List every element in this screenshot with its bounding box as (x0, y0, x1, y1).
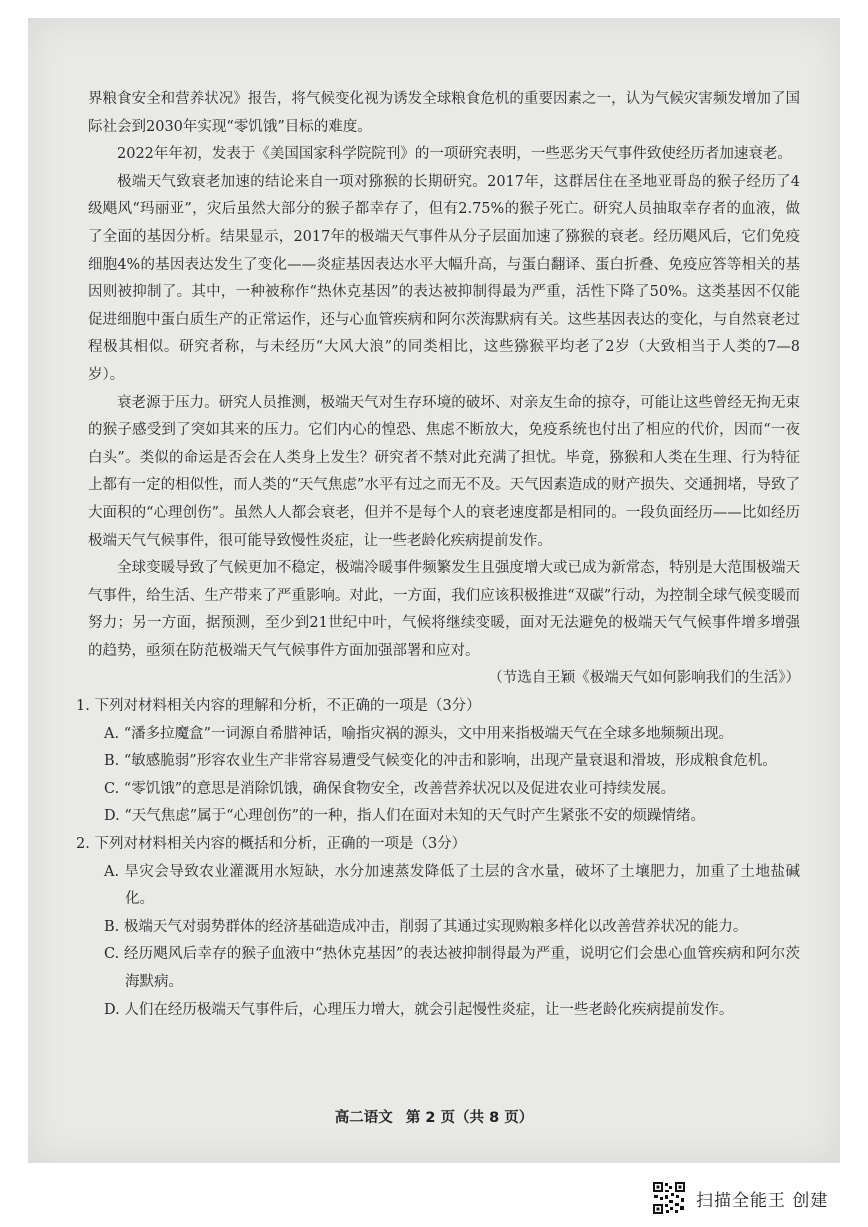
question-2-option-c: C. 经历飓风后幸存的猴子血液中“热休克基因”的表达被抑制得最为严重，说明它们会患心血管疾病和阿尔茨海默病。 (104, 946, 800, 990)
question-1 (76, 693, 800, 831)
question-1-option-b: B. “敏感脆弱”形容农业生产非常容易遭受气候变化的冲击和影响，出现产量衰退和滑坡，形成粮食危机。 (104, 753, 777, 770)
question-1-option-d: D. “天气焦虑”属于“心理创伤”的一种，指人们在面对未知的天气时产生紧张不安的烦躁情绪。 (104, 808, 705, 825)
page-content (76, 86, 800, 1024)
question-2-option-d: D. 人们在经历极端天气事件后，心理压力增大，就会引起慢性炎症，让一些老龄化疾病提前发作。 (104, 1001, 734, 1018)
question-2-title: 2. 下列对材料相关内容的概括和分析，正确的一项是（3分） (76, 836, 467, 853)
question-1-option-c: C. “零饥饿”的意思是消除饥饿，确保食物安全，改善营养状况以及促进农业可持续发展。 (104, 780, 676, 797)
exam-paper (28, 18, 840, 1163)
question-1-option-a: A. “潘多拉魔盒”一词源自希腊神话，喻指灾祸的源头，文中用来指极端天气在全球多地频频出现。 (104, 725, 734, 742)
passage-source: （节选自王颖《极端天气如何影响我们的生活》） (488, 670, 800, 687)
passage-paragraph-4: 衰老源于压力。研究人员推测，极端天气对生存环境的破坏、对亲友生命的掠夺，可能让这些曾经无拘无束的猴子感受到了突如其来的压力。它们内心的惶恐、焦虑不断放大，免疫系统也付出了相应的代价，因而“一夜白头”。类似的命运是否会在人类身上发生？研究者不禁对此充满了担忧。毕竟，猕猴和人类在生理、行为特征上都有一定的相似性，而人类的“天气焦虑”水平有过之而无不及。天气因素造成的财产损失、交通拥堵，导致了大面积的“心理创伤”。虽然人人都会衰老，但并不是每个人的衰老速度都是相同的。一段负面经历——比如经历极端天气气候事件，很可能导致慢性炎症，让一些老龄化疾病提前发作。 (88, 394, 800, 549)
passage-paragraph-3: 极端天气致衰老加速的结论来自一项对猕猴的长期研究。2017年，这群居住在圣地亚哥岛的猴子经历了4级飓风“玛丽亚”，灾后虽然大部分的猴子都幸存了，但有2.75%的猴子死亡。研究人员抽取幸存者的血液，做了全面的基因分析。结果显示，2017年的极端天气事件从分子层面加速了猕猴的衰老。经历飓风后，它们免疫细胞4%的基因表达发生了变化——炎症基因表达水平大幅升高，与蛋白翻译、蛋白折叠、免疫应答等相关的基因则被抑制了。其中，一种被称作“热休克基因”的表达被抑制得最为严重，活性下降了50%。这类基因不仅能促进细胞中蛋白质生产的正常运作，还与心血管疾病和阿尔茨海默病有关。这些基因表达的变化，与自然衰老过程极其相似。研究者称，与未经历“大风大浪”的同类相比，这些猕猴平均老了2岁（大致相当于人类的7—8岁）。 (88, 173, 800, 383)
question-2-option-a: A. 旱灾会导致农业灌溉用水短缺，水分加速蒸发降低了土层的含水量，破坏了土壤肥力，加重了土地盐碱化。 (104, 863, 800, 908)
footer-subject: 高二语文 (334, 1110, 393, 1126)
scanner-watermark (652, 1180, 828, 1216)
question-1-title: 1. 下列对材料相关内容的理解和分析，不正确的一项是（3分） (76, 698, 481, 715)
footer-page-number: 第 2 页（共 8 页） (405, 1110, 534, 1126)
watermark-text: 扫描全能王 创建 (696, 1190, 829, 1211)
question-2-option-b: B. 极端天气对弱势群体的经济基础造成冲击，削弱了其通过实现购粮多样化以改善营养状况的能力。 (104, 918, 748, 935)
qr-code-icon (652, 1181, 686, 1215)
question-2 (76, 831, 800, 1024)
passage-paragraph-1: 界粮食安全和营养状况》报告，将气候变化视为诱发全球粮食危机的重要因素之一，认为气候灾害频发增加了国际社会到2030年实现“零饥饿”目标的难度。 (88, 91, 800, 135)
passage-paragraph-2: 2022年年初，发表于《美国国家科学院院刊》的一项研究表明，一些恶劣天气事件致使经历者加速衰老。 (117, 146, 792, 163)
page-footer (28, 1106, 840, 1127)
passage-paragraph-5: 全球变暖导致了气候更加不稳定，极端冷暖事件频繁发生且强度增大或已成为新常态，特别是大范围极端天气事件，给生活、生产带来了严重影响。对此，一方面，我们应该积极推进“双碳”行动，为控制全球气候变暖而努力；另一方面，据预测，至少到21世纪中叶，气候将继续变暖，面对无法避免的极端天气气候事件增多增强的趋势，亟须在防范极端天气气候事件方面加强部署和应对。 (88, 560, 800, 659)
